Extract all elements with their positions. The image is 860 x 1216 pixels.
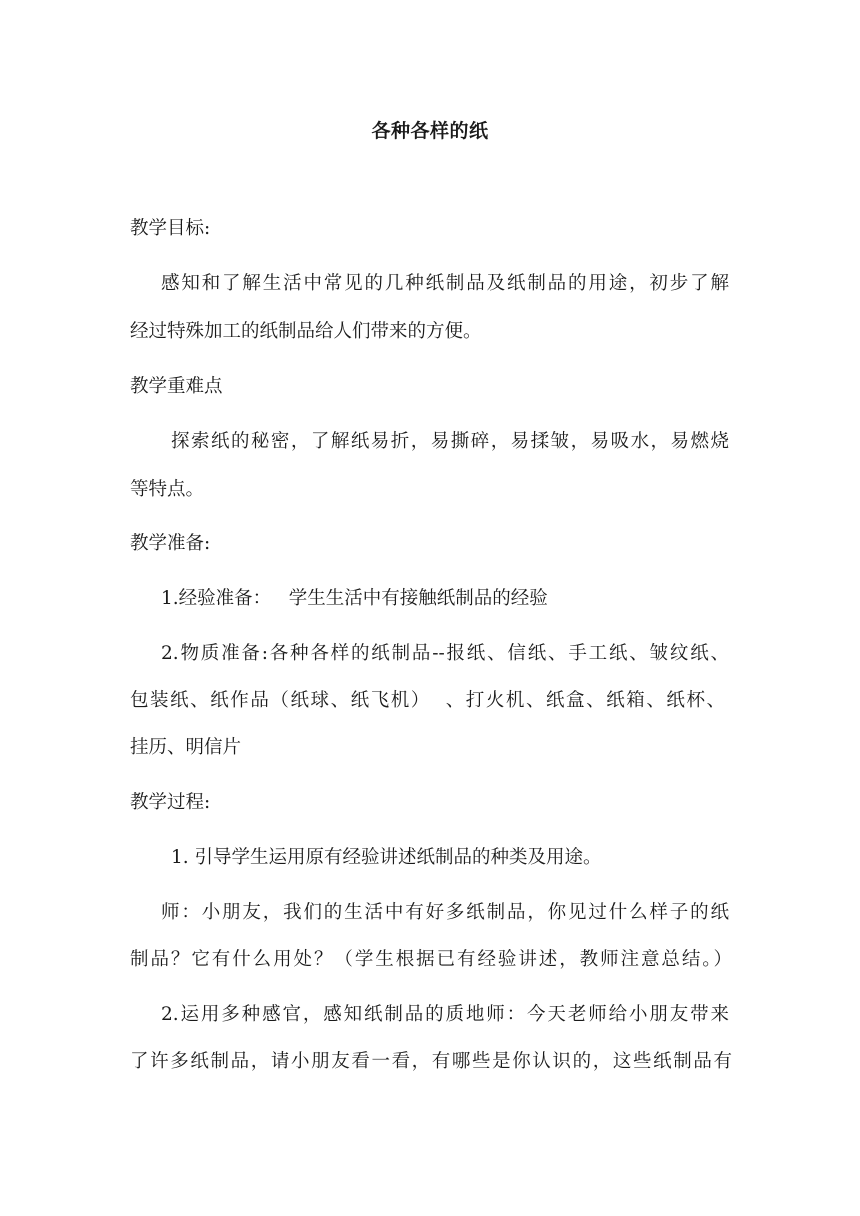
heading-key-points: 教学重难点: [130, 376, 223, 397]
paragraph-line: 感知和了解生活中常见的几种纸制品及纸制品的用途，初步了解: [161, 273, 729, 294]
paragraph-line: 制品？它有什么用处？（学生根据已有经验讲述，教师注意总结。）: [130, 949, 732, 970]
document-title: 各种各样的纸: [371, 120, 489, 142]
paragraph-line: 2.物质准备:各种各样的纸制品--报纸、信纸、手工纸、皱纹纸、: [161, 643, 729, 664]
paragraph-line: 2.运用多种感官，感知纸制品的质地师：今天老师给小朋友带来: [161, 1004, 729, 1025]
paragraph-line: 1. 引导学生运用原有经验讲述纸制品的种类及用途。: [171, 847, 602, 868]
paragraph-line: 师：小朋友，我们的生活中有好多纸制品，你见过什么样子的纸: [161, 902, 729, 923]
paragraph-line: 经过特殊加工的纸制品给人们带来的方便。: [130, 321, 482, 342]
paragraph-line: 等特点。: [130, 479, 205, 500]
paragraph-line: 探索纸的秘密，了解纸易折，易撕碎，易揉皱，易吸水，易燃烧: [171, 431, 729, 452]
heading-process: 教学过程:: [130, 792, 211, 813]
paragraph-line: 了许多纸制品，请小朋友看一看，有哪些是你认识的，这些纸制品有: [130, 1051, 732, 1072]
paragraph-line: 1.经验准备： 学生生活中有接触纸制品的经验: [161, 588, 548, 609]
paragraph-line: 挂历、明信片: [130, 737, 242, 758]
heading-teaching-goals: 教学目标:: [130, 218, 211, 239]
paragraph-line: 包装纸、纸作品（纸球、纸飞机） 、打火机、纸盒、纸箱、纸杯、: [130, 690, 725, 711]
heading-preparation: 教学准备:: [130, 533, 211, 554]
